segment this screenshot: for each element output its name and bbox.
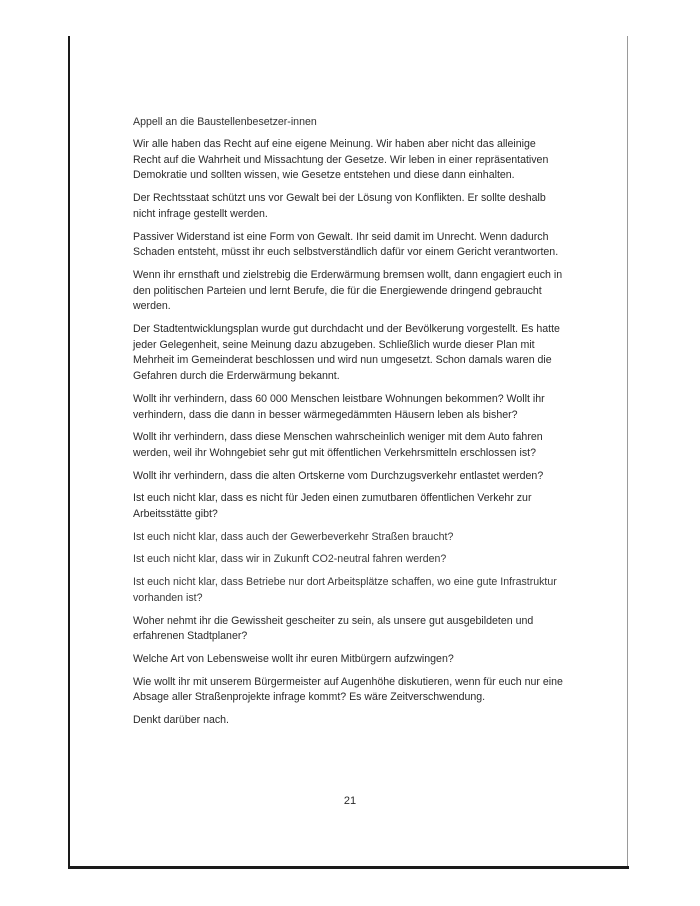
page-number: 21: [343, 795, 357, 807]
bottom-scan-border: [68, 866, 629, 869]
paragraph: Wenn ihr ernsthaft und zielstrebig die Erderwärmung bremsen wollt, dann engagiert euch in den politischen Parteien und lernt Berufe, die für die Energiewende dringend gebraucht werden.: [133, 268, 563, 313]
paragraph: Wollt ihr verhindern, dass die alten Ortskerne vom Durchzugsverkehr entlastet werden?: [133, 469, 544, 482]
paragraph: Wollt ihr verhindern, dass diese Menschen wahrscheinlich weniger mit dem Auto fahren werden, weil ihr Wohngebiet sehr gut mit öffentlichen Verkehrsmitteln erschlossen ist?: [133, 431, 543, 459]
paragraph: Wollt ihr verhindern, dass 60 000 Menschen leistbare Wohnungen bekommen? Wollt ihr verhindern, dass die dann in besser wärmegedämmten Häusern leben als bisher?: [133, 392, 545, 421]
paragraph: Wir alle haben das Recht auf eine eigene Meinung. Wir haben aber nicht das alleinige Recht auf die Wahrheit und Missachtung der Gesetze. Wir leben in einer repräsentativen Demokratie und sollten wissen, wie Gesetze entstehen und diese dann einhalten.: [133, 138, 549, 182]
closing-line: Denkt darüber nach.: [133, 714, 229, 727]
letter-title: Appell an die Baustellenbesetzer-innen: [133, 116, 317, 128]
paragraph: Ist euch nicht klar, dass Betriebe nur dort Arbeitsplätze schaffen, wo eine gute Infrastruktur vorhanden ist?: [133, 576, 557, 604]
left-scan-border: [68, 36, 70, 869]
paragraph: Der Stadtentwicklungsplan wurde gut durchdacht und der Bevölkerung vorgestellt. Es hatte jeder Gelegenheit, seine Meinung dazu abzugeben. Schließlich wurde dieser Plan mit Mehrheit im Gemeinderat beschlossen und wird nun umgesetzt. Schon damals waren die Gefahren durch die Erderwärmung bekannt.: [133, 323, 560, 383]
paragraph: Welche Art von Lebensweise wollt ihr euren Mitbürgern aufzwingen?: [133, 652, 454, 665]
paragraph: Ist euch nicht klar, dass auch der Gewerbeverkehr Straßen braucht?: [133, 530, 454, 543]
paragraph: Woher nehmt ihr die Gewissheit gescheiter zu sein, als unsere gut ausgebildeten und erfahrenen Stadtplaner?: [133, 614, 534, 643]
paragraph: Wie wollt ihr mit unserem Bürgermeister auf Augenhöhe diskutieren, wenn für euch nur eine Absage aller Straßenprojekte infrage kommt? Es wäre Zeitverschwendung.: [133, 675, 563, 704]
right-scan-border: [627, 36, 628, 866]
paragraph: Ist euch nicht klar, dass wir in Zukunft CO2-neutral fahren werden?: [133, 553, 447, 566]
paragraph: Ist euch nicht klar, dass es nicht für Jeden einen zumutbaren öffentlichen Verkehr zur Arbeitsstätte gibt?: [133, 492, 532, 521]
paragraph: Passiver Widerstand ist eine Form von Gewalt. Ihr seid damit im Unrecht. Wenn dadurch Schaden entsteht, müsst ihr euch selbstverständlich dafür vor einem Gericht verantworten.: [133, 230, 559, 259]
scan-stamp: [610, 500, 620, 550]
letter-body: [133, 113, 565, 736]
paragraph: Der Rechtsstaat schützt uns vor Gewalt bei der Lösung von Konflikten. Er sollte deshalb nicht infrage gestellt werden.: [133, 192, 546, 220]
